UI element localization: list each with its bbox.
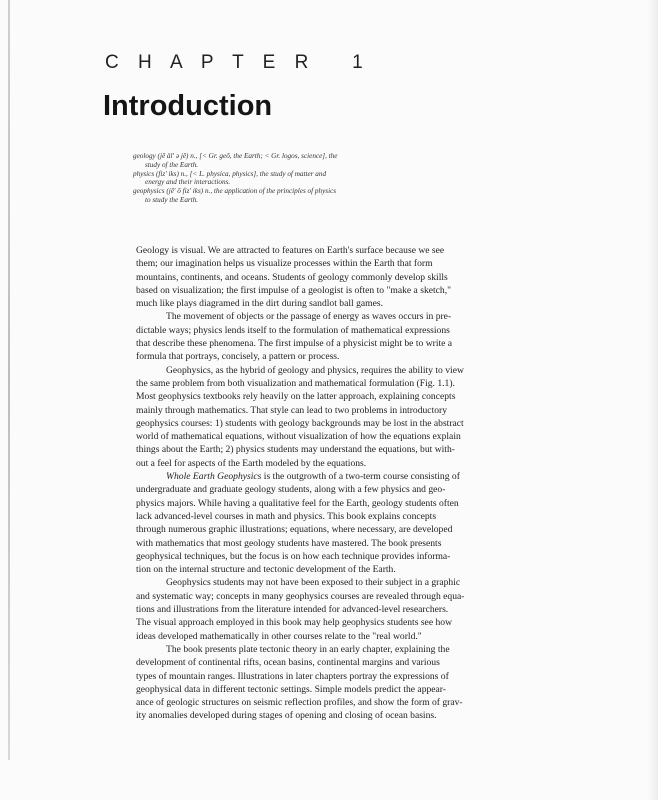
body-line: geophysical data in different tectonic settings. Simple models predict the appear- xyxy=(136,683,446,695)
body-line: and systematic way; concepts in many geophysics courses are revealed through equa- xyxy=(136,590,465,602)
body-line: much like plays diagramed in the dirt during sandlot ball games. xyxy=(136,298,383,310)
body-line: that describe these phenomena. The first impulse of a physicist might be to write a xyxy=(136,338,453,350)
body-line: Most geophysics textbooks rely heavily on the latter approach, explaining concepts xyxy=(136,391,456,403)
body-line: physics majors. While having a qualitative feel for the Earth, geology students often xyxy=(136,497,459,509)
body-line: lack advanced-level courses in math and physics. This book explains concepts xyxy=(136,510,437,522)
body-line: types of mountain ranges. Illustrations in later chapters portray the expressions of xyxy=(136,670,449,682)
page-binding-edge xyxy=(8,0,10,760)
body-line: Geophysics students may not have been exposed to their subject in a graphic xyxy=(166,577,461,589)
body-line: them; our imagination helps us visualize processes within the Earth that form xyxy=(136,258,433,270)
glossary-entry-geology xyxy=(133,152,433,169)
body-line: geophysics courses: 1) students with geology backgrounds may be lost in the abstract xyxy=(136,417,464,429)
glossary-entry-geophysics xyxy=(133,187,433,204)
body-line: out a feel for aspects of the Earth modeled by the equations. xyxy=(136,457,367,469)
body-line: geophysical techniques, but the focus is on how each technique provides informa- xyxy=(136,550,451,562)
glossary-entry-physics xyxy=(133,170,433,187)
glossary-line: energy and their interactions. xyxy=(145,178,231,187)
body-line: The book presents plate tectonic theory in an early chapter, explaining the xyxy=(166,643,450,655)
body-line: development of continental rifts, ocean basins, continental margins and various xyxy=(136,657,440,669)
body-line: based on visualization; the first impulse of a geologist is often to "make a sketch," xyxy=(136,284,452,296)
glossary-line: study of the Earth. xyxy=(145,160,199,169)
body-line: Geology is visual. We are attracted to features on Earth's surface because we see xyxy=(136,245,445,256)
body-line: The movement of objects or the passage of energy as waves occurs in pre- xyxy=(166,311,452,323)
glossary-line: to study the Earth. xyxy=(145,195,199,204)
glossary-line: geology (jē äl' ə jē) n., [< Gr. geō, the Earth; < Gr. logos, science], the xyxy=(133,152,338,160)
body-line: with mathematics that most geology students have mastered. The book presents xyxy=(136,537,442,549)
body-line: ideas developed mathematically in other courses relate to the "real world." xyxy=(136,630,422,642)
glossary xyxy=(133,152,433,205)
body-line: mountains, continents, and oceans. Students of geology commonly develop skills xyxy=(136,271,448,283)
glossary-line: geophysics (jē' ō fiz' iks) n., the application of the principles of physics xyxy=(133,187,337,196)
body-line: things about the Earth; 2) physics students may understand the equations, but with- xyxy=(136,444,455,456)
page-bottom-fade xyxy=(130,748,570,766)
body-line: formula that portrays, concisely, a pattern or process. xyxy=(136,351,340,363)
body-line: through numerous graphic illustrations; equations, where necessary, are developed xyxy=(136,524,453,536)
body-line-book-title: Whole Earth Geophysics is the outgrowth of a two-term course consisting of xyxy=(166,471,460,483)
body-line: Geophysics, as the hybrid of geology and physics, requires the ability to view xyxy=(166,364,464,376)
body-line: ity anomalies developed during stages of opening and closing of ocean basins. xyxy=(136,710,437,722)
body-line: tion on the internal structure and tectonic development of the Earth. xyxy=(136,564,396,576)
body-text xyxy=(136,244,560,723)
chapter-title: Introduction xyxy=(103,90,273,122)
body-line: ance of geologic structures on seismic reflection profiles, and show the form of grav- xyxy=(136,697,463,709)
body-line: undergraduate and graduate geology students, along with a few physics and geo- xyxy=(136,484,446,496)
body-line: the same problem from both visualization and mathematical formulation (Fig. 1.1). xyxy=(136,377,455,389)
body-line: mainly through mathematics. That style can lead to two problems in introductory xyxy=(136,404,448,416)
page-edge-shadow xyxy=(648,0,658,800)
chapter-label: C H A P T E R 1 xyxy=(105,52,370,73)
glossary-line: physics (fiz' iks) n., [< L. physica, physics], the study of matter and xyxy=(133,169,327,178)
body-line: dictable ways; physics lends itself to the formulation of mathematical expressions xyxy=(136,324,450,336)
body-line: tions and illustrations from the literature intended for advanced-level researchers. xyxy=(136,604,449,616)
body-line: world of mathematical equations, without visualization of how the equations explain xyxy=(136,431,461,443)
body-line: The visual approach employed in this book may help geophysics students see how xyxy=(136,617,452,629)
